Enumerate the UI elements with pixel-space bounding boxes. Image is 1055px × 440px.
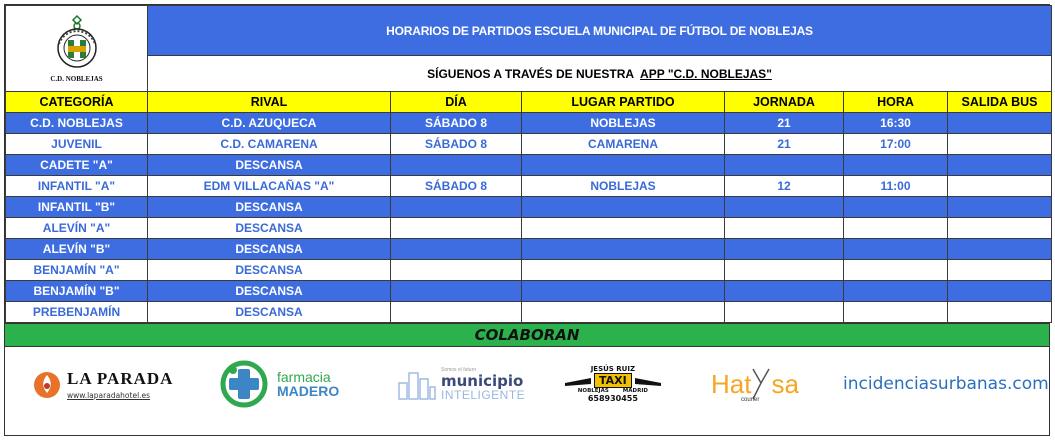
sponsor-hatysa[interactable] [711, 347, 799, 421]
cell-time [844, 302, 948, 323]
cell-bus [948, 302, 1052, 323]
colaboran-banner: COLABORAN [5, 323, 1049, 347]
sponsors-strip [5, 347, 1049, 421]
app-link[interactable]: APP "C.D. NOBLEJAS" [640, 66, 772, 81]
cell-time [844, 197, 948, 218]
cell-rival: DESCANSA [148, 302, 391, 323]
cell-bus [948, 176, 1052, 197]
sponsor-farmacia[interactable] [215, 347, 339, 421]
cell-time: 16:30 [844, 113, 948, 134]
cell-time: 17:00 [844, 134, 948, 155]
cell-venue [522, 302, 725, 323]
cell-category: INFANTIL "A" [6, 176, 148, 197]
cell-day [391, 260, 522, 281]
table-row [6, 197, 1052, 218]
farmacia-line2: MADERO [277, 382, 340, 399]
cell-day: SÁBADO 8 [391, 176, 522, 197]
cell-time [844, 281, 948, 302]
table-row [6, 239, 1052, 260]
cell-bus [948, 197, 1052, 218]
taxi-label: TAXI [594, 373, 632, 388]
sponsor-municipio[interactable] [397, 347, 525, 421]
cell-rival: DESCANSA [148, 218, 391, 239]
hatysa-y-icon [751, 367, 771, 401]
cell-venue: NOBLEJAS [522, 113, 725, 134]
cell-venue [522, 239, 725, 260]
cell-bus [948, 281, 1052, 302]
cell-day [391, 197, 522, 218]
column-header: SALIDA BUS [948, 92, 1052, 113]
la-parada-name: LA PARADA [67, 368, 174, 388]
taxi-swoosh-right-icon [635, 376, 661, 386]
column-header: DÍA [391, 92, 522, 113]
municipio-line2: INTELIGENTE [441, 388, 526, 402]
table-row [6, 155, 1052, 176]
sponsor-taxi[interactable] [565, 347, 661, 421]
cell-time: 11:00 [844, 176, 948, 197]
municipio-line1: municipio [441, 372, 524, 390]
cell-day [391, 218, 522, 239]
cell-rival: DESCANSA [148, 239, 391, 260]
cell-category: PREBENJAMÍN [6, 302, 148, 323]
cell-category: BENJAMÍN "B" [6, 281, 148, 302]
cell-round: 21 [725, 134, 844, 155]
cell-day [391, 281, 522, 302]
cell-venue [522, 155, 725, 176]
club-crest-icon [45, 14, 109, 70]
cell-round: 12 [725, 176, 844, 197]
cell-venue: CAMARENA [522, 134, 725, 155]
cell-round [725, 281, 844, 302]
column-header: HORA [844, 92, 948, 113]
cell-time [844, 260, 948, 281]
cell-round: 21 [725, 113, 844, 134]
cell-venue [522, 197, 725, 218]
cell-time [844, 218, 948, 239]
cell-round [725, 239, 844, 260]
cell-rival: DESCANSA [148, 260, 391, 281]
cell-category: CADETE "A" [6, 155, 148, 176]
cell-category: JUVENIL [6, 134, 148, 155]
club-logo-cell [6, 6, 148, 92]
column-header: LUGAR PARTIDO [522, 92, 725, 113]
cell-category: C.D. NOBLEJAS [6, 113, 148, 134]
farmacia-line1: farmacia [277, 368, 331, 385]
schedule-table [5, 5, 1052, 323]
page-title: HORARIOS DE PARTIDOS ESCUELA MUNICIPAL DE FÚTBOL DE NOBLEJAS [148, 6, 1052, 56]
pharmacy-cross-icon [215, 359, 273, 409]
cell-category: ALEVÍN "B" [6, 239, 148, 260]
follow-banner [148, 56, 1052, 92]
table-row [6, 176, 1052, 197]
hatysa-sub: courier [741, 397, 760, 403]
la-parada-logo-icon [33, 367, 61, 401]
sponsor-incidencias[interactable] [843, 347, 1049, 421]
cell-day [391, 239, 522, 260]
cell-day: SÁBADO 8 [391, 134, 522, 155]
table-header-row [6, 92, 1052, 113]
taxi-phone[interactable]: 658930455 [587, 394, 638, 403]
taxi-to: MADRID [622, 388, 648, 394]
incidencias-url[interactable]: incidenciasurbanas.com [843, 374, 1049, 394]
cell-day: SÁBADO 8 [391, 113, 522, 134]
cell-bus [948, 113, 1052, 134]
cell-rival: C.D. AZUQUECA [148, 113, 391, 134]
cell-rival: DESCANSA [148, 197, 391, 218]
cell-rival: EDM VILLACAÑAS "A" [148, 176, 391, 197]
column-header: CATEGORÍA [6, 92, 148, 113]
hatysa-left: Hat [711, 368, 752, 399]
cell-category: ALEVÍN "A" [6, 218, 148, 239]
cell-bus [948, 218, 1052, 239]
cell-rival: DESCANSA [148, 281, 391, 302]
cell-round [725, 197, 844, 218]
cell-round [725, 302, 844, 323]
cell-category: BENJAMÍN "A" [6, 260, 148, 281]
taxi-owner: JESÚS RUIZ [590, 365, 636, 373]
cell-day [391, 302, 522, 323]
column-header: RIVAL [148, 92, 391, 113]
sponsor-la-parada[interactable] [33, 347, 173, 421]
cell-time [844, 155, 948, 176]
follow-text: SÍGUENOS A TRAVÉS DE NUESTRA [427, 66, 635, 81]
schedule-sheet [4, 4, 1050, 436]
cell-rival: C.D. CAMARENA [148, 134, 391, 155]
cell-category: INFANTIL "B" [6, 197, 148, 218]
cell-venue: NOBLEJAS [522, 176, 725, 197]
hatysa-right: sa [771, 368, 799, 399]
table-row [6, 260, 1052, 281]
cell-round [725, 155, 844, 176]
table-row [6, 281, 1052, 302]
cell-venue [522, 260, 725, 281]
cell-bus [948, 155, 1052, 176]
cell-bus [948, 260, 1052, 281]
column-header: JORNADA [725, 92, 844, 113]
cell-venue [522, 218, 725, 239]
cell-time [844, 239, 948, 260]
city-buildings-icon [397, 367, 437, 401]
cell-bus [948, 134, 1052, 155]
cell-round [725, 218, 844, 239]
table-row [6, 302, 1052, 323]
table-row [6, 134, 1052, 155]
club-name: C.D. NOBLEJAS [50, 75, 103, 83]
cell-bus [948, 239, 1052, 260]
cell-rival: DESCANSA [148, 155, 391, 176]
table-row [6, 113, 1052, 134]
taxi-swoosh-left-icon [565, 376, 591, 386]
la-parada-url[interactable]: www.laparadahotel.es [67, 390, 151, 400]
cell-round [725, 260, 844, 281]
taxi-from: NOBLEJAS [577, 388, 609, 394]
table-row [6, 218, 1052, 239]
cell-day [391, 155, 522, 176]
municipio-tagline: Somos el futuro [441, 367, 477, 373]
cell-venue [522, 281, 725, 302]
